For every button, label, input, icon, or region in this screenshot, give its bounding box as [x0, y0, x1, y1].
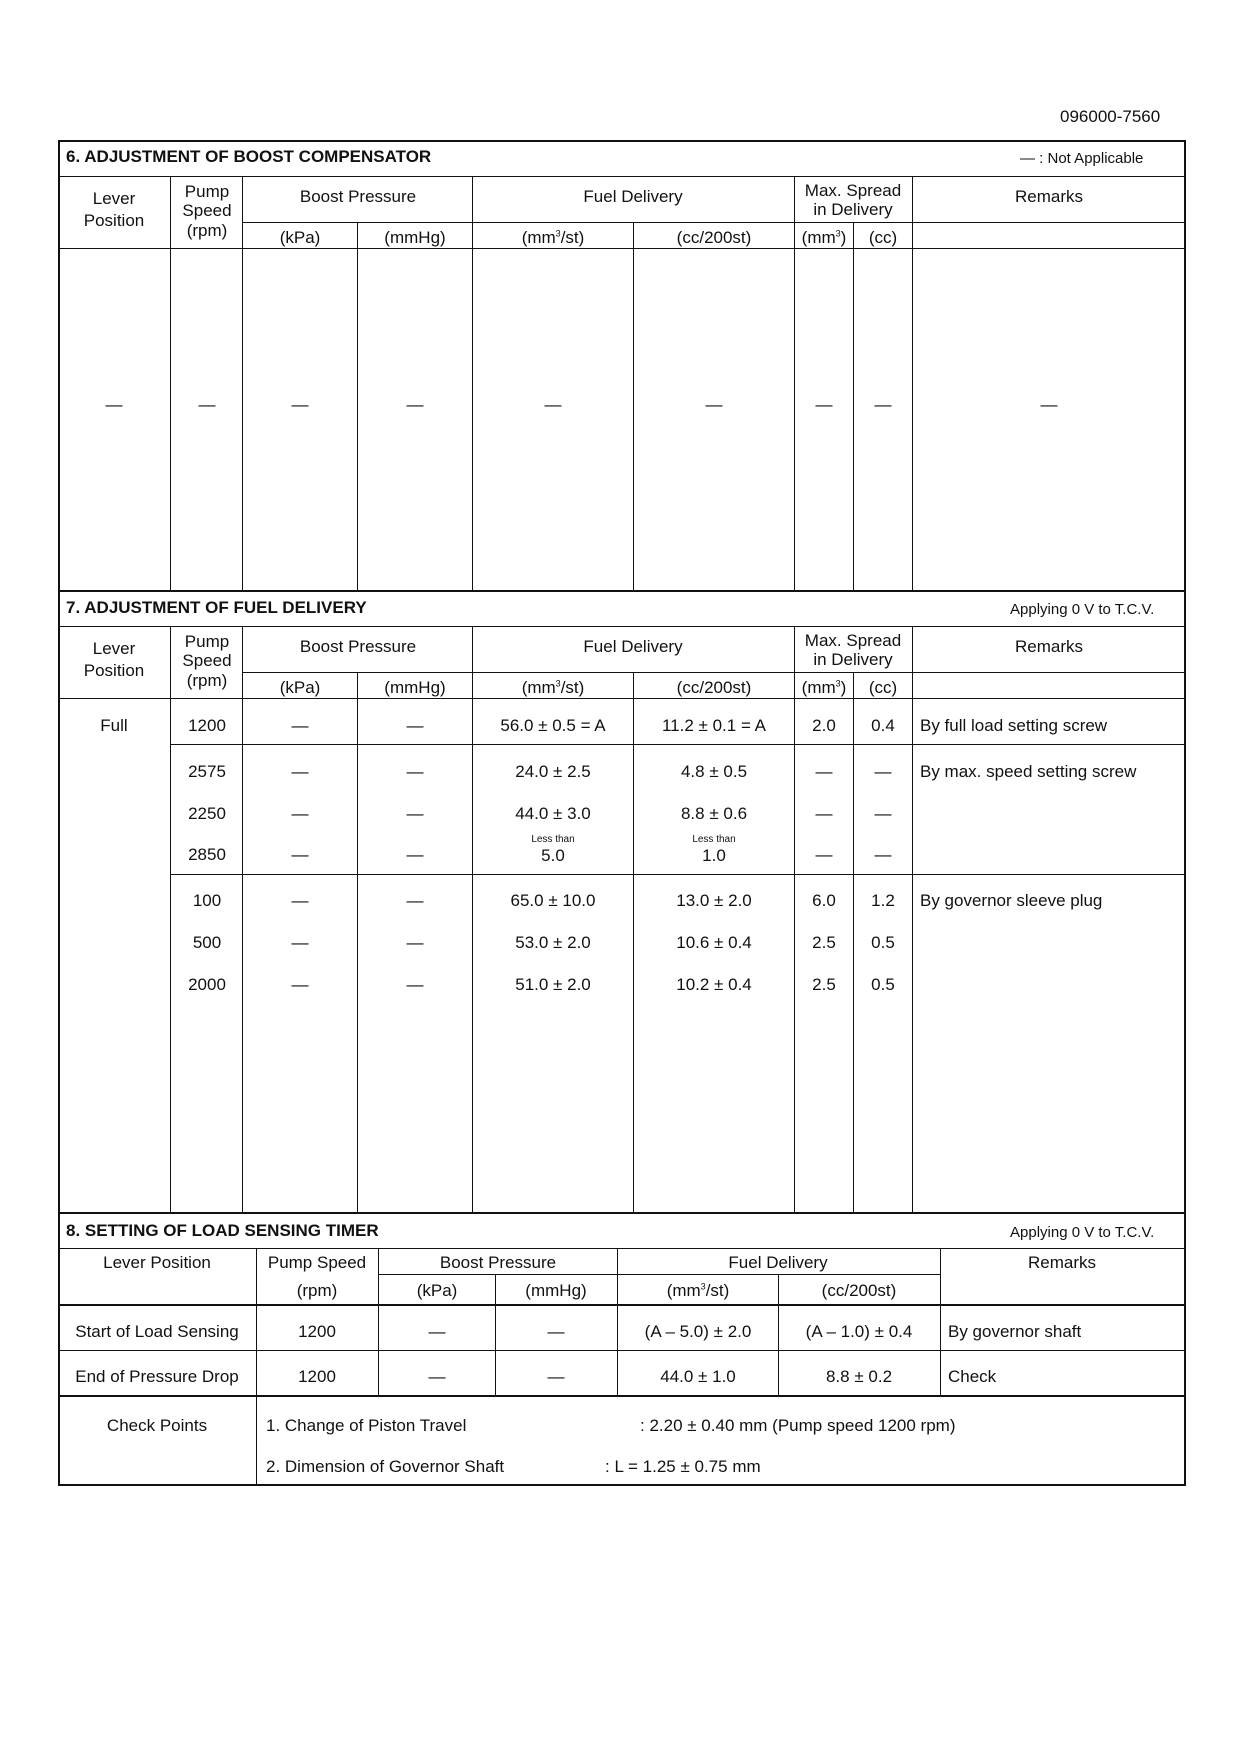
cell-cc-200st: 8.8 ± 0.6: [680, 804, 748, 823]
divider: [472, 176, 473, 590]
cell-cc-200st: 1.0: [702, 846, 726, 865]
cell-mm3: 2.5: [812, 933, 836, 952]
header-in-delivery: in Delivery: [813, 650, 893, 669]
divider: [58, 1395, 1186, 1397]
not-applicable-note: — : Not Applicable: [1020, 150, 1144, 167]
divider: [58, 1304, 1186, 1306]
cell-cc: 1.2: [871, 891, 895, 910]
cell-lever: Full: [100, 716, 128, 735]
divider: [633, 222, 634, 590]
header-lever-position: Lever Position: [103, 1253, 211, 1272]
divider: [170, 874, 1186, 875]
check-item-value: : L = 1.25 ± 0.75 mm: [605, 1457, 761, 1476]
cell-rpm: 500: [192, 933, 222, 952]
header-cc-200st: (cc/200st): [676, 228, 752, 247]
header-lever: Lever: [92, 189, 136, 208]
cell-value: —: [1040, 395, 1058, 414]
header-lever: Lever: [92, 639, 136, 658]
cell-value: —: [815, 395, 833, 414]
cell-mm3-st: 5.0: [541, 846, 565, 865]
cell-value: —: [705, 395, 723, 414]
cell-cc: —: [874, 804, 892, 823]
check-item-text: 1. Change of Piston Travel: [266, 1416, 467, 1435]
divider: [170, 626, 171, 1212]
cell-kpa: —: [291, 716, 309, 735]
cell-mm3-st: 44.0 ± 3.0: [515, 804, 591, 823]
cell-cc-200st: 4.8 ± 0.5: [680, 762, 748, 781]
divider: [58, 248, 1186, 249]
cell-mmhg: —: [406, 891, 424, 910]
less-than-label: Less than: [692, 834, 736, 845]
header-kpa: (kPa): [279, 678, 321, 697]
header-cc: (cc): [868, 678, 898, 697]
cell-remarks: By governor shaft: [948, 1322, 1082, 1341]
cell-cc-200st: 11.2 ± 0.1 = A: [661, 716, 767, 735]
divider: [853, 222, 854, 590]
section-7-title: 7. ADJUSTMENT OF FUEL DELIVERY: [66, 598, 367, 617]
cell-rpm: 100: [192, 891, 222, 910]
header-fuel-delivery: Fuel Delivery: [583, 637, 683, 656]
header-kpa: (kPa): [279, 228, 321, 247]
cell-value: —: [544, 395, 562, 414]
cell-remarks: Check: [948, 1367, 997, 1386]
cell-cc-200st: (A – 1.0) ± 0.4: [805, 1322, 913, 1341]
divider: [357, 672, 358, 1212]
check-item-text: 2. Dimension of Governor Shaft: [266, 1457, 505, 1476]
cell-mmhg: —: [406, 845, 424, 864]
cell-value: —: [198, 395, 216, 414]
header-position: Position: [83, 211, 145, 230]
header-fuel-delivery: Fuel Delivery: [583, 187, 683, 206]
cell-cc: —: [874, 845, 892, 864]
divider: [378, 1274, 940, 1275]
header-rpm: (rpm): [186, 221, 228, 240]
cell-mmhg: —: [406, 716, 424, 735]
cell-mmhg: —: [406, 975, 424, 994]
specification-table-frame: [58, 140, 1186, 1486]
header-mmhg: (mmHg): [525, 1281, 587, 1300]
cell-mm3: —: [815, 762, 833, 781]
header-mm3-st: $(mm^3/st)$: [521, 228, 585, 247]
divider: [940, 1248, 941, 1395]
cell-mm3-st: 51.0 ± 2.0: [515, 975, 591, 994]
divider: [58, 1350, 1186, 1351]
tcv-note: Applying 0 V to T.C.V.: [1010, 601, 1155, 618]
cell-kpa: —: [291, 762, 309, 781]
cell-lever: Start of Load Sensing: [75, 1322, 239, 1341]
header-kpa: (kPa): [416, 1281, 458, 1300]
header-cc: (cc): [868, 228, 898, 247]
cell-kpa: —: [291, 804, 309, 823]
cell-kpa: —: [291, 975, 309, 994]
tcv-note: Applying 0 V to T.C.V.: [1010, 1224, 1155, 1241]
divider: [58, 698, 1186, 699]
divider: [794, 176, 795, 590]
cell-mm3: 2.5: [812, 975, 836, 994]
cell-cc: —: [874, 762, 892, 781]
cell-cc-200st: 13.0 ± 2.0: [676, 891, 752, 910]
section-divider: [58, 1212, 1186, 1214]
divider: [912, 626, 913, 1212]
cell-value: —: [105, 395, 123, 414]
divider: [242, 672, 1186, 673]
divider: [170, 744, 1186, 745]
section-8-title: 8. SETTING OF LOAD SENSING TIMER: [66, 1221, 379, 1240]
cell-mm3-st: 53.0 ± 2.0: [515, 933, 591, 952]
header-mmhg: (mmHg): [384, 678, 446, 697]
cell-kpa: —: [428, 1322, 446, 1341]
cell-lever: End of Pressure Drop: [75, 1367, 239, 1386]
header-boost-pressure: Boost Pressure: [439, 1253, 557, 1272]
header-speed: Speed: [182, 201, 232, 220]
header-speed: Speed: [182, 651, 232, 670]
divider: [256, 1248, 257, 1486]
header-rpm: (rpm): [296, 1281, 338, 1300]
divider: [242, 176, 243, 590]
cell-cc: 0.5: [871, 975, 895, 994]
cell-mm3-st: 56.0 ± 0.5 = A: [500, 716, 606, 735]
cell-mmhg: —: [547, 1322, 565, 1341]
cell-remarks: By governor sleeve plug: [920, 891, 1103, 910]
divider: [853, 672, 854, 1212]
header-pump-speed: Pump Speed: [267, 1253, 367, 1272]
cell-mmhg: —: [406, 762, 424, 781]
cell-mm3: 6.0: [812, 891, 836, 910]
cell-value: —: [874, 395, 892, 414]
cell-rpm: 1200: [298, 1367, 336, 1386]
cell-value: —: [406, 395, 424, 414]
cell-remarks: By full load setting screw: [920, 716, 1108, 735]
cell-cc-200st: 8.8 ± 0.2: [825, 1367, 893, 1386]
cell-cc-200st: 10.6 ± 0.4: [676, 933, 752, 952]
divider: [170, 176, 171, 590]
header-rpm: (rpm): [186, 671, 228, 690]
cell-cc: 0.5: [871, 933, 895, 952]
cell-mmhg: —: [406, 804, 424, 823]
cell-mm3-st: 44.0 ± 1.0: [660, 1367, 736, 1386]
divider: [472, 626, 473, 1212]
cell-mm3-st: 24.0 ± 2.5: [515, 762, 591, 781]
header-mm3: $(mm^3)$: [801, 228, 847, 247]
divider: [617, 1248, 618, 1395]
cell-mmhg: —: [547, 1367, 565, 1386]
check-points-label: Check Points: [106, 1416, 208, 1435]
cell-cc-200st: 10.2 ± 0.4: [676, 975, 752, 994]
header-remarks: Remarks: [1014, 187, 1084, 206]
header-fuel-delivery: Fuel Delivery: [728, 1253, 828, 1272]
header-remarks: Remarks: [1027, 1253, 1097, 1272]
cell-mm3: —: [815, 804, 833, 823]
divider: [58, 626, 1186, 627]
header-cc-200st: (cc/200st): [821, 1281, 897, 1300]
cell-kpa: —: [291, 891, 309, 910]
cell-rpm: 1200: [188, 716, 226, 735]
cell-rpm: 2850: [188, 845, 226, 864]
divider: [778, 1274, 779, 1395]
cell-remarks: By max. speed setting screw: [920, 762, 1137, 781]
cell-value: —: [291, 395, 309, 414]
header-remarks: Remarks: [1014, 637, 1084, 656]
header-boost-pressure: Boost Pressure: [299, 187, 417, 206]
cell-mmhg: —: [406, 933, 424, 952]
cell-mm3: 2.0: [812, 716, 836, 735]
header-pump: Pump: [184, 632, 230, 651]
divider: [633, 672, 634, 1212]
divider: [58, 1248, 1186, 1249]
cell-kpa: —: [291, 933, 309, 952]
divider: [242, 626, 243, 1212]
document-number: 096000-7560: [1060, 107, 1161, 126]
divider: [58, 176, 1186, 177]
cell-rpm: 2000: [188, 975, 226, 994]
section-divider: [58, 590, 1186, 592]
divider: [912, 176, 913, 590]
cell-rpm: 2250: [188, 804, 226, 823]
cell-rpm: 1200: [298, 1322, 336, 1341]
divider: [794, 626, 795, 1212]
header-cc-200st: (cc/200st): [676, 678, 752, 697]
cell-mm3-st: 65.0 ± 10.0: [510, 891, 596, 910]
divider: [495, 1274, 496, 1395]
check-item-value: : 2.20 ± 0.40 mm (Pump speed 1200 rpm): [640, 1416, 956, 1435]
less-than-label: Less than: [531, 834, 575, 845]
cell-mm3-st: (A – 5.0) ± 2.0: [644, 1322, 752, 1341]
header-boost-pressure: Boost Pressure: [299, 637, 417, 656]
cell-mm3: —: [815, 845, 833, 864]
cell-cc: 0.4: [871, 716, 895, 735]
header-mm3-st: $(mm^3/st)$: [666, 1281, 730, 1300]
cell-kpa: —: [428, 1367, 446, 1386]
header-position: Position: [83, 661, 145, 680]
header-pump: Pump: [184, 182, 230, 201]
divider: [357, 222, 358, 590]
header-max-spread: Max. Spread: [804, 181, 902, 200]
header-mm3: $(mm^3)$: [801, 678, 847, 697]
divider: [378, 1248, 379, 1395]
header-in-delivery: in Delivery: [813, 200, 893, 219]
cell-rpm: 2575: [188, 762, 226, 781]
cell-kpa: —: [291, 845, 309, 864]
divider: [242, 222, 1186, 223]
section-6-title: 6. ADJUSTMENT OF BOOST COMPENSATOR: [66, 147, 432, 166]
header-mmhg: (mmHg): [384, 228, 446, 247]
header-mm3-st: $(mm^3/st)$: [521, 678, 585, 697]
header-max-spread: Max. Spread: [804, 631, 902, 650]
